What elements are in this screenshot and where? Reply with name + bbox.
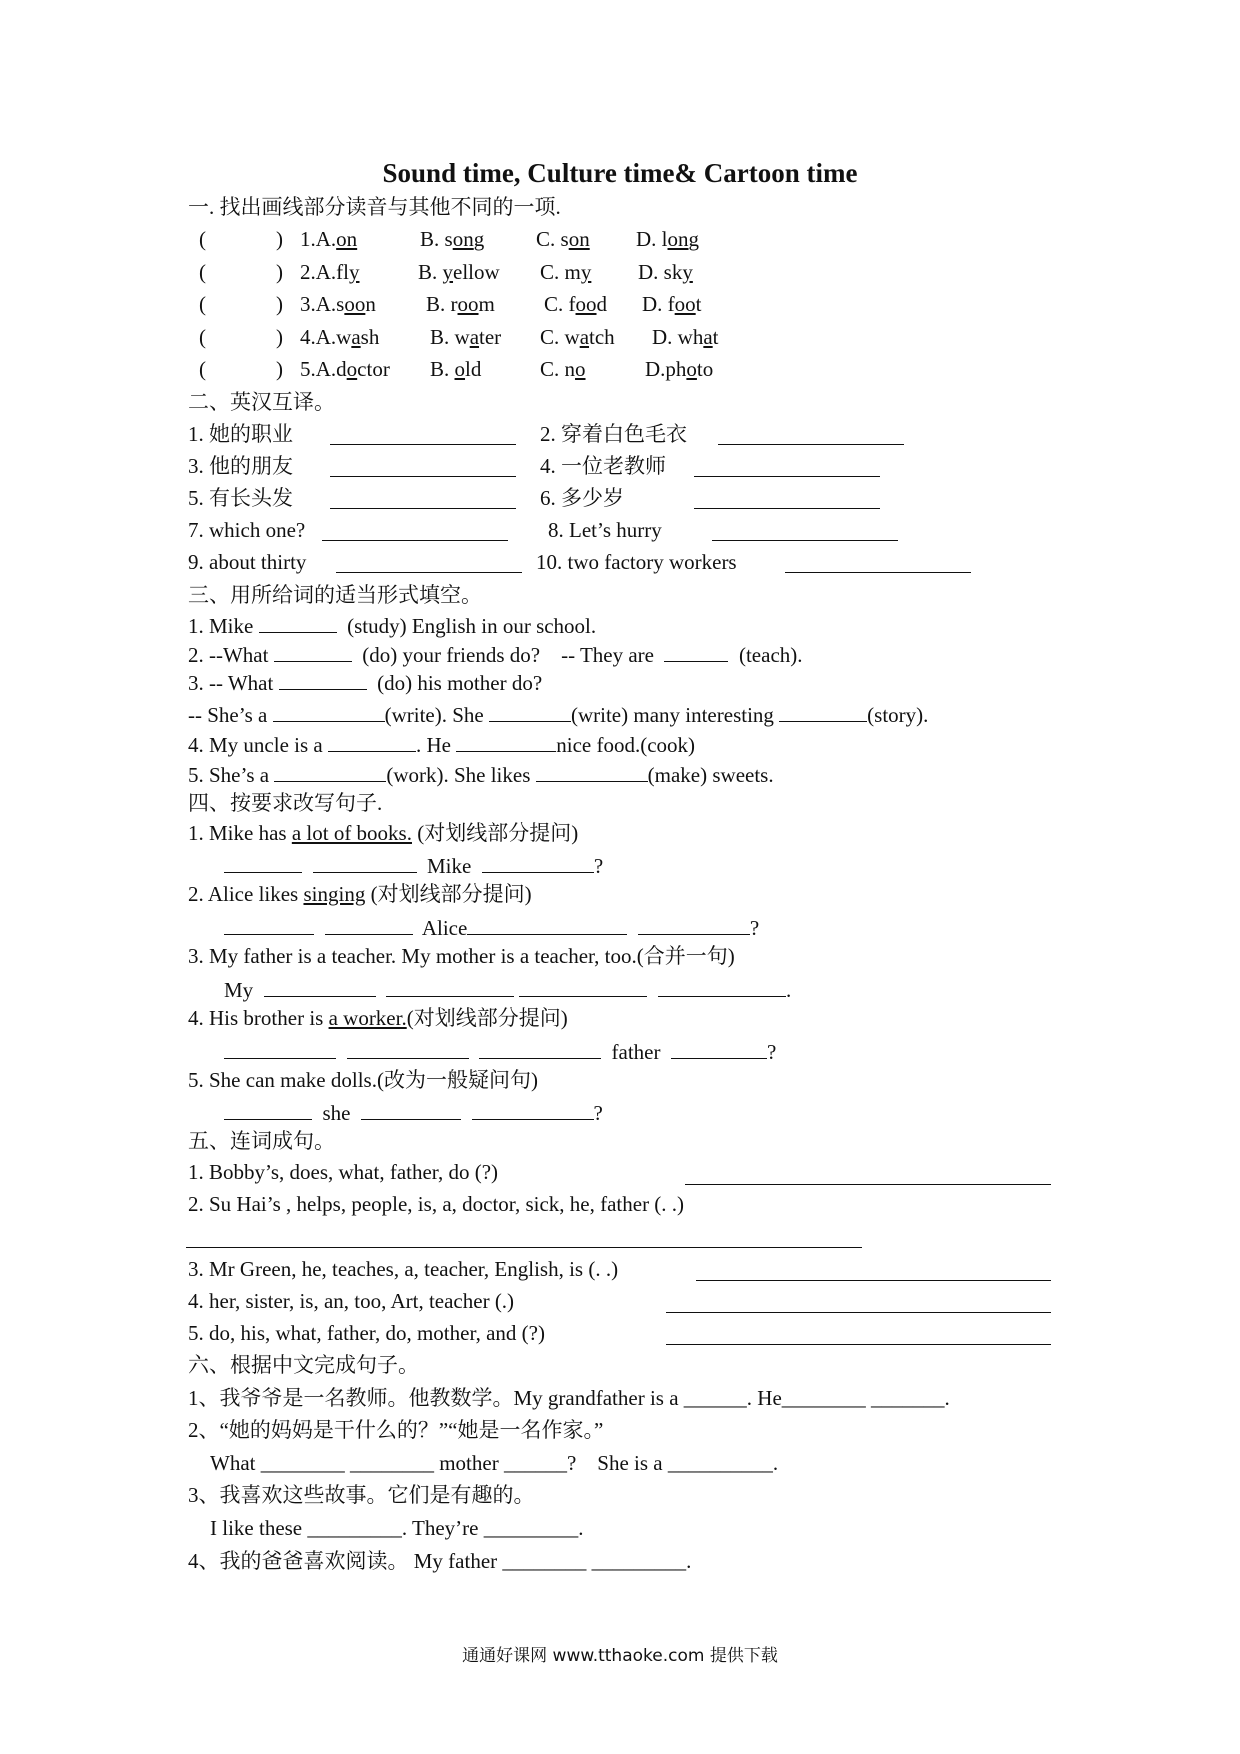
- s3-line-6: 5. She’s a (work). She likes (make) sweets.: [188, 763, 774, 787]
- s2-answer-line: [330, 476, 516, 477]
- s3-line-4: -- She’s a (write). She (write) many interesting (story).: [188, 703, 929, 727]
- s2-item: [536, 552, 737, 573]
- s2-item: [188, 488, 293, 509]
- s1-option-b: B. room: [426, 292, 495, 316]
- s5-item-2: 2. Su Hai’s , helps, people, is, a, doctor, sick, he, father (. .): [188, 1192, 685, 1216]
- s2-item-text: 2. 穿着白色毛衣: [540, 422, 687, 446]
- s1-option-c: C. food: [544, 292, 608, 316]
- s1-bracket-open: (: [199, 292, 206, 316]
- s1-option-d: D. what: [652, 325, 719, 349]
- s1-option-d: D. foot: [642, 292, 702, 316]
- s5-item-5: 5. do, his, what, father, do, mother, and (?): [188, 1321, 545, 1345]
- s1-option-a: 3.A.soon: [300, 292, 376, 316]
- s2-answer-line: [694, 508, 880, 509]
- s1-option-a: 1.A.on: [300, 227, 358, 251]
- s6-q2: 2、“她的妈妈是干什么的？”“她是一名作家。”: [188, 1418, 604, 1442]
- s2-answer-line: [330, 444, 516, 445]
- s6-q3-answer: I like these _________. They’re _________.: [210, 1516, 584, 1540]
- s2-item-text: 8. Let’s hurry: [548, 518, 662, 542]
- s1-option-a: 5.A.doctor: [300, 357, 390, 381]
- s3-line-3: 3. -- What (do) his mother do?: [188, 671, 543, 695]
- s2-answer-line: [785, 572, 971, 573]
- s2-item: [540, 456, 666, 477]
- s1-option-d: D. long: [636, 227, 700, 251]
- s5-answer-line-1: [685, 1184, 1051, 1185]
- s4-a3: My .: [224, 978, 792, 1002]
- section-1-heading: 一. 找出画线部分读音与其他不同的一项.: [188, 195, 561, 219]
- s2-item: [540, 488, 624, 509]
- s1-option-a: 2.A.fly: [300, 260, 360, 284]
- s2-answer-line: [322, 540, 508, 541]
- s4-a4: father ?: [224, 1040, 776, 1063]
- s1-bracket-open: (: [199, 227, 206, 251]
- s5-answer-line-4: [666, 1312, 1051, 1313]
- s2-answer-line: [718, 444, 904, 445]
- s4-a1: Mike ?: [224, 854, 603, 877]
- s2-answer-line: [712, 540, 898, 541]
- s3-line-1: 1. Mike (study) English in our school.: [188, 614, 597, 638]
- s2-item-text: 1. 她的职业: [188, 422, 293, 446]
- s4-q3: 3. My father is a teacher. My mother is a teacher, too.(合并一句): [188, 944, 735, 968]
- s6-q4: 4、我的爸爸喜欢阅读。 My father ________ _________.: [188, 1549, 692, 1573]
- s2-item: [540, 424, 687, 445]
- s6-q1: 1、我爷爷是一名教师。他教数学。My grandfather is a ______. He________ _______.: [188, 1386, 950, 1410]
- s4-a2: Alice ?: [224, 916, 759, 939]
- s1-option-c: C. watch: [540, 325, 615, 349]
- s2-item: [188, 552, 306, 573]
- s1-option-b: B. song: [420, 227, 485, 251]
- s2-item: [188, 520, 305, 541]
- s2-item: [548, 520, 662, 541]
- s1-bracket-open: (: [199, 357, 206, 381]
- s4-q2: 2. Alice likes singing (对划线部分提问): [188, 882, 532, 906]
- section-2-heading: 二、英汉互译。: [188, 390, 335, 414]
- s2-item-text: 10. two factory workers: [536, 550, 737, 574]
- s5-item-1: 1. Bobby’s, does, what, father, do (?): [188, 1160, 499, 1184]
- s1-bracket-open: (: [199, 260, 206, 284]
- s2-item-text: 3. 他的朋友: [188, 454, 293, 478]
- s1-option-c: C. my: [540, 260, 592, 284]
- s5-answer-line-3: [696, 1280, 1051, 1281]
- s4-q4: 4. His brother is a worker.(对划线部分提问): [188, 1006, 568, 1030]
- s6-q2-answer: What ________ ________ mother ______? She is a __________.: [210, 1451, 779, 1475]
- s2-item-text: 6. 多少岁: [540, 486, 624, 510]
- s4-q5: 5. She can make dolls.(改为一般疑问句): [188, 1068, 538, 1092]
- s1-option-d: D.photo: [645, 357, 714, 381]
- s1-bracket-close: ): [276, 292, 283, 316]
- s5-answer-line-5: [666, 1344, 1051, 1345]
- s1-option-a: 4.A.wash: [300, 325, 380, 349]
- s5-item-3: 3. Mr Green, he, teaches, a, teacher, English, is (. .): [188, 1257, 619, 1281]
- s2-item: [188, 456, 293, 477]
- s1-bracket-close: ): [276, 260, 283, 284]
- footer-credit: 通通好课网 www.tthaoke.com 提供下载: [462, 1646, 778, 1666]
- s1-option-b: B. water: [430, 325, 502, 349]
- s2-item-text: 4. 一位老教师: [540, 454, 666, 478]
- s2-answer-line: [694, 476, 880, 477]
- s1-option-d: D. sky: [638, 260, 693, 284]
- s1-bracket-close: ): [276, 325, 283, 349]
- section-5-heading: 五、连词成句。: [188, 1129, 335, 1153]
- s1-option-c: C. son: [536, 227, 590, 251]
- s1-bracket-close: ): [276, 227, 283, 251]
- s5-item-4: 4. her, sister, is, an, too, Art, teacher (.): [188, 1289, 515, 1313]
- s1-option-b: B. yellow: [418, 260, 500, 284]
- s4-a5: she ?: [224, 1101, 603, 1124]
- page-title: Sound time, Culture time& Cartoon time: [382, 158, 858, 188]
- s2-item-text: 9. about thirty: [188, 550, 307, 574]
- s2-item-text: 7. which one?: [188, 518, 306, 542]
- s5-answer-line-2: [186, 1247, 862, 1248]
- s1-bracket-open: (: [199, 325, 206, 349]
- s2-answer-line: [336, 572, 522, 573]
- s2-item-text: 5. 有长头发: [188, 486, 293, 510]
- s4-q1: 1. Mike has a lot of books. (对划线部分提问): [188, 821, 579, 845]
- s1-bracket-close: ): [276, 357, 283, 381]
- s3-line-2: 2. --What (do) your friends do? -- They are (teach).: [188, 643, 803, 667]
- s2-answer-line: [330, 508, 516, 509]
- section-4-heading: 四、按要求改写句子.: [188, 791, 383, 815]
- s1-option-c: C. no: [540, 357, 586, 381]
- s2-item: [188, 424, 293, 445]
- s1-option-b: B. old: [430, 357, 482, 381]
- s3-line-5: 4. My uncle is a . He nice food.(cook): [188, 733, 696, 757]
- section-6-heading: 六、根据中文完成句子。: [188, 1353, 419, 1377]
- s6-q3: 3、我喜欢这些故事。它们是有趣的。: [188, 1483, 535, 1507]
- section-3-heading: 三、用所给词的适当形式填空。: [188, 583, 482, 607]
